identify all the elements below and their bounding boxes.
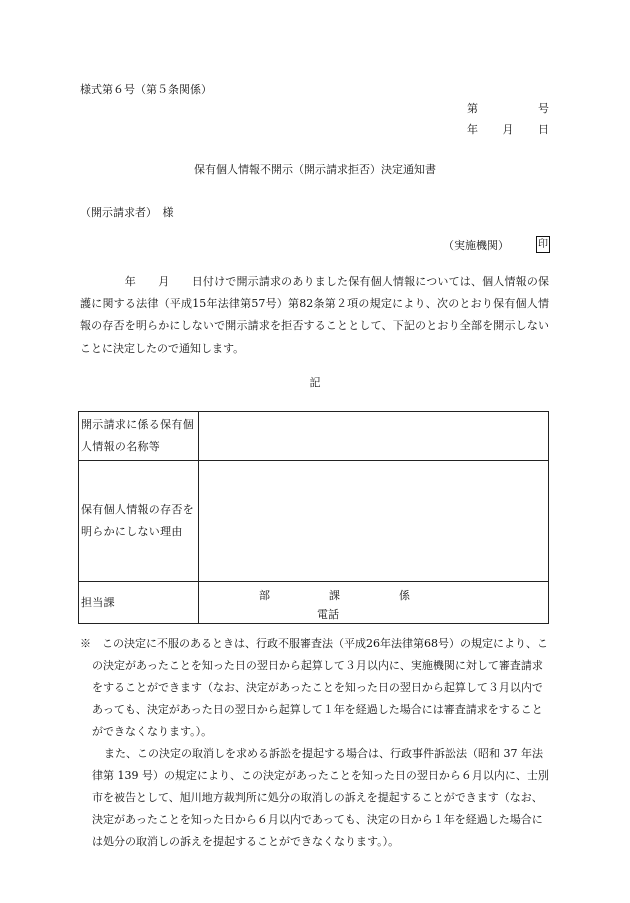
requester-line: （開示請求者） 様 [80, 206, 174, 219]
department-ka: 課 [329, 589, 340, 602]
row-value-reason [199, 461, 549, 582]
seal-mark: 印 [536, 236, 550, 253]
notice-section [80, 633, 549, 853]
date-year: 年 [467, 123, 478, 136]
date-day: 日 [538, 123, 549, 136]
body-text: 年 月 日付けで開示請求のありました保有個人情報については、個人情報の保護に関する法律（平成15年法律第57号）第82条第２項の規定により、次のとおり保有個人情報の存否を明らかにしないで開示請求を拒否することとして、下記のとおり全部を開示しないことに決定したので通知します。 [80, 275, 549, 355]
notice-lawsuit: また、この決定の取消しを求める訴訟を提起する場合は、行政事件訴訟法（昭和 37 年法律第 139 号）の規定により、この決定があったことを知った日の翌日から６月以内に、士別市を被告として、旭川地方裁判所に処分の取消しの訴えを提起することができます（なお、決定があったことを知った日から６月以内であっても、決定の日から１年を経過した場合には処分の取消しの訴えを提起することができなくなります。）。 [92, 747, 549, 848]
agency-label: （実施機関） [443, 239, 509, 252]
row-value-item-name [199, 412, 549, 461]
department-bu: 部 [259, 589, 270, 602]
department-kakari: 係 [399, 589, 410, 602]
detail-table [78, 411, 549, 624]
row-label-reason: 保有個人情報の存否を明らかにしない理由 [79, 461, 199, 582]
row-label-department: 担当課 [79, 582, 199, 624]
table-row [79, 412, 549, 461]
date-month: 月 [502, 123, 514, 136]
department-phone: 電話 [317, 608, 339, 621]
number-prefix: 第 [467, 102, 478, 115]
number-suffix: 号 [538, 102, 549, 115]
document-date [467, 121, 549, 137]
document-title: 保有個人情報不開示（開示請求拒否）決定通知書 [194, 163, 436, 176]
ki-heading: 記 [309, 376, 321, 389]
notice-appeal: ※ この決定に不服のあるときは、行政不服審査法（平成26年法律第68号）の規定により、この決定があったことを知った日の翌日から起算して３月以内に、実施機関に対して審査請求をすることができます（なお、決定があったことを知った日の翌日から起算して３月以内であっても、決定があった日の翌日から起算して１年を経過した場合には審査請求をすることができなくなります。）。 [80, 637, 548, 738]
row-value-department [199, 582, 549, 624]
row-label-item-name: 開示請求に係る保有個人情報の名称等 [79, 412, 199, 461]
table-row [79, 461, 549, 582]
form-label: 様式第６号（第５条関係） [80, 83, 212, 96]
document-number [467, 100, 549, 116]
table-row [79, 582, 549, 624]
